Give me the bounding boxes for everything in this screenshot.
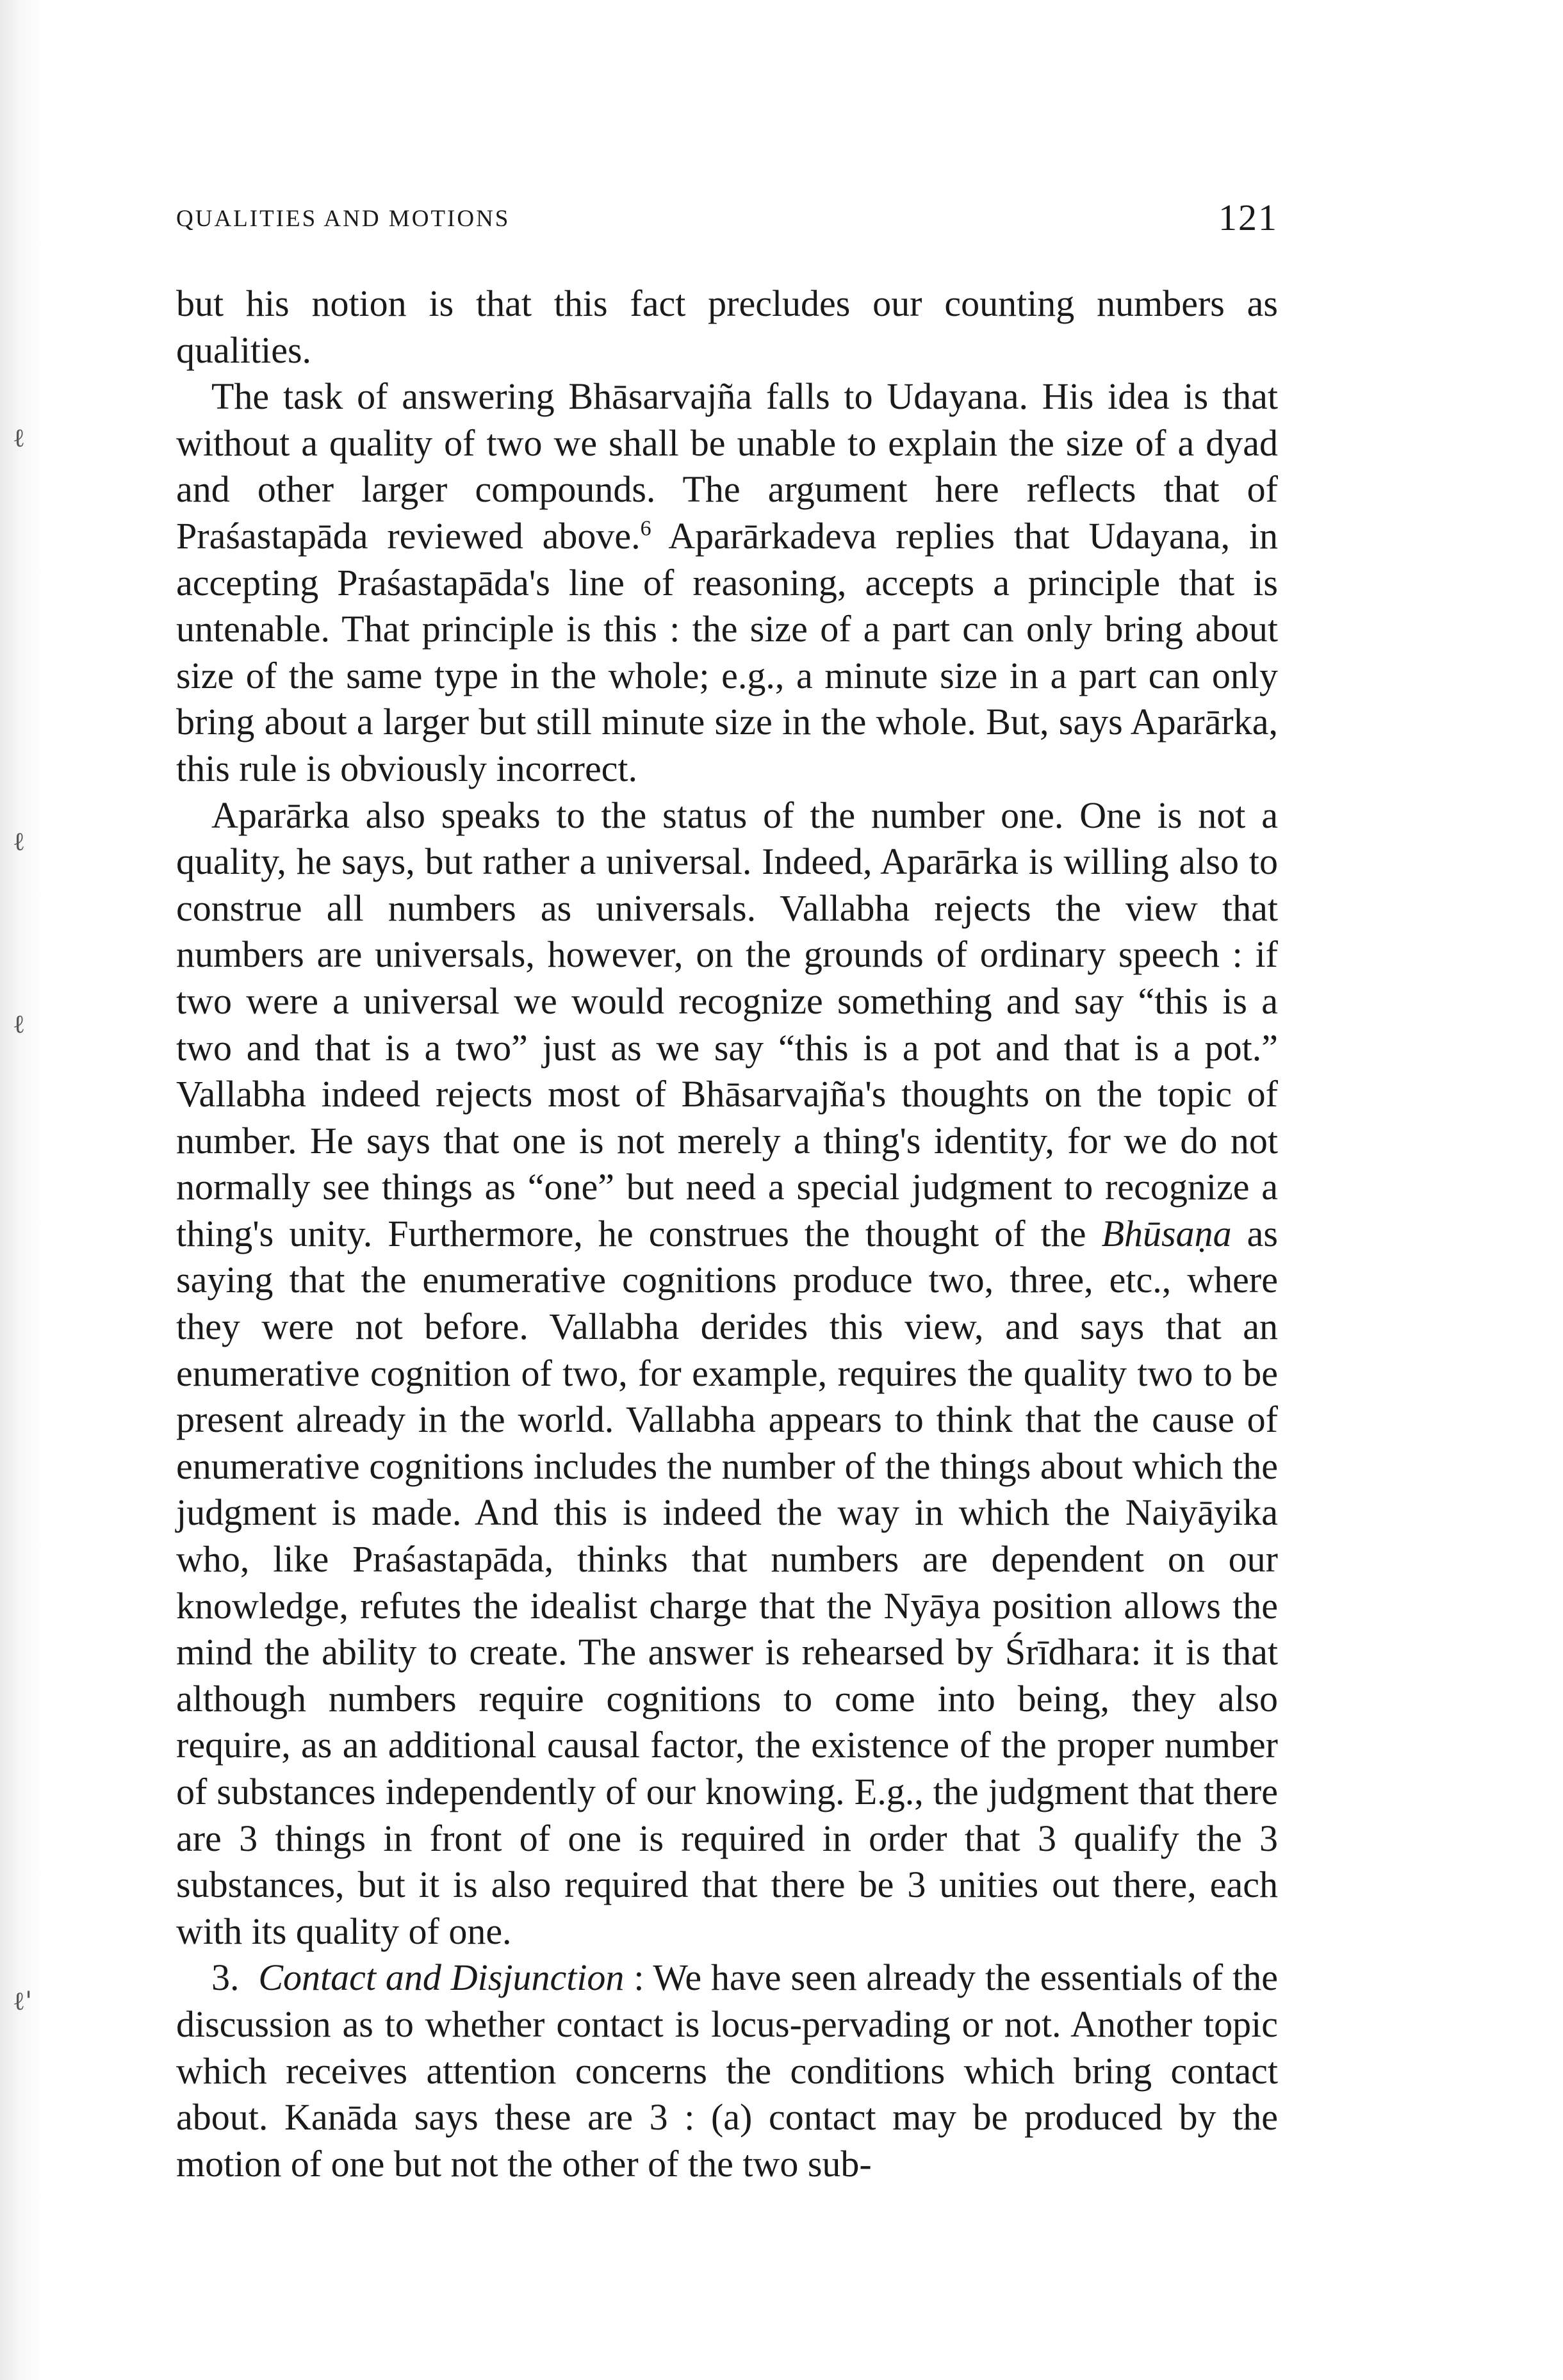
footnote-ref: 6 [640, 516, 651, 541]
paragraph-aparārka [176, 792, 1278, 1955]
running-head: QUALITIES AND MOTIONS [176, 206, 511, 232]
paragraph-contact-disjunction [176, 1955, 1278, 2187]
margin-mark: ℓ' [13, 1987, 33, 2016]
section-number: 3. [211, 1957, 240, 1999]
paragraph-text: The task of answering Bhāsarvajña falls to Udayana. His idea is that without a quality of two we shall be unable to explain the size of a dyad and other larger compounds. The argument here reflects that of Praśastapāda reviewed above. [176, 375, 1278, 557]
paragraph-continuation [176, 281, 1278, 373]
paragraph-text: Aparārka also speaks to the status of the number one. One is not a quality, he says, but rather a universal. Indeed, Aparārka is willing also to construe all numbers as universals. Vallabha rejects the view that numbers are universals, however, on the grounds of ordinary speech : if two were a universal we would recognize something and say “this is a two and that is a two” just as we say “this is a pot and that is a pot.” Vallabha indeed rejects most of Bhāsarvajña's thoughts on the topic of number. He says that one is not merely a thing's identity, for we do not normally see things as “one” but need a special judgment to recognize a thing's unity. Furthermore, he construes the thought of the [176, 794, 1278, 1254]
scan-edge-shadow [0, 0, 45, 2380]
paragraph-text: as saying that the enumerative cognitions produce two, three, etc., where they were not before. Vallabha derides this view, and says that an enumerative cognition of two, for example, requires the quality two to be present already in the world. Vallabha appears to think that the cause of enumerative cognitions includes the number of the things about which the judgment is made. And this is indeed the way in which the Naiyāyika who, like Praśastapāda, thinks that numbers are dependent on our knowledge, refutes the idealist charge that the Nyāya position allows the mind the ability to create. The answer is rehearsed by Śrīdhara: it is that although numbers require cognitions to come into being, they also require, as an additional causal factor, the existence of the proper number of substances independently of our knowing. E.g., the judgment that there are 3 things in front of one is required in order that 3 qualify the 3 substances, but it is also required that there be 3 unities out there, each with its quality of one. [176, 1212, 1278, 1952]
paragraph-text: : We have seen already the essentials of the discussion as to whether contact is locus-pervading or not. Another topic which receives attention concerns the conditions which bring contact about. Kanāda says these are 3 : (a) contact may be produced by the motion of one but not the other of the two sub- [176, 1957, 1278, 2185]
margin-mark: ℓ [13, 827, 26, 857]
section-heading: Contact and Disjunction [258, 1957, 625, 1999]
page-number: 121 [1218, 197, 1278, 238]
paragraph-udayana [176, 373, 1278, 792]
margin-mark: ℓ [13, 1010, 26, 1039]
paragraph-text: Aparārkadeva replies that Udayana, in accepting Praśastapāda's line of reasoning, accepts a principle that is untenable. That principle is this : the size of a part can only bring about size of the same type in the whole; e.g., a minute size in a part can only bring about a larger but still minute size in the whole. But, says Aparārka, this rule is obviously incorrect. [176, 514, 1278, 789]
italic-title: Bhūsaṇa [1101, 1212, 1232, 1254]
paragraph-text: but his notion is that this fact precludes our counting numbers as qualities. [176, 283, 1278, 371]
margin-mark: ℓ [13, 423, 26, 453]
page-header [176, 192, 1278, 243]
body-text [176, 281, 1278, 2187]
